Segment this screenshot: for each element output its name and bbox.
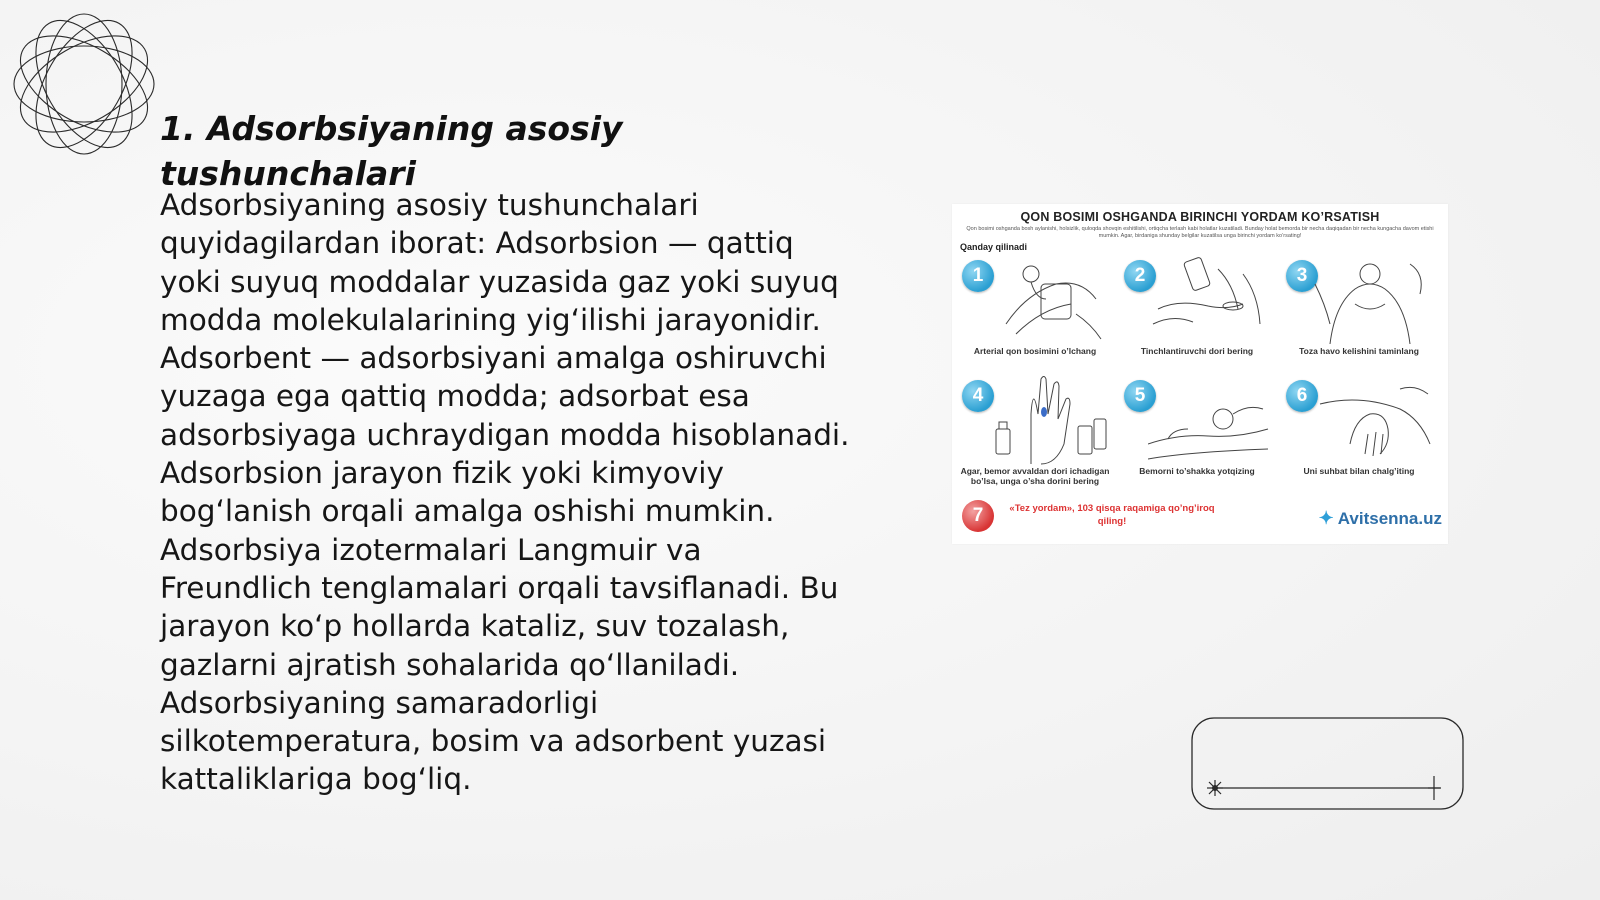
first-aid-infographic [952, 204, 1448, 544]
infographic-how-label: Qanday qilinadi [960, 242, 1028, 252]
medicine-spoon-icon [1148, 254, 1272, 346]
step-caption: Agar, bemor avvaldan dori ichadigan bo’lsa, unga o’sha dorini bering [960, 466, 1110, 486]
slide-title: 1. Adsorbsiyaning asosiy tushunchalari [160, 109, 623, 193]
infographic-step-5 [1118, 374, 1276, 492]
slide-body-text: Adsorbsiyaning asosiy tushunchalari quyidagilardan iborat: Adsorbsion — qattiq yoki suyuq moddalar yuzasida gaz yoki suyuq modda molekulalarining yig‘ilishi jarayonidir. Adsorbent — adsorbsiyani amalga oshiruvchi yuzaga ega qattiq modda; adsorbat esa adsorbsiyaga uchraydigan modda hisoblanadi. Adsorbsion jarayon fizik yoki kimyoviy bog‘lanish orqali amalga oshishi mumkin. Adsorbsiya izotermalari Langmuir va Freundlich tenglamalari orqali tavsiflanadi. Bu jarayon ko‘p hollarda kataliz, suv tozalash, gazlarni ajratish sohalarida qo‘llaniladi. Adsorbsiyaning samaradorligi silkotemperatura, bosim va adsorbent yuzasi kattaliklariga bog‘liq. [160, 188, 850, 797]
step-number: 3 [1286, 260, 1318, 292]
blood-pressure-cuff-icon [986, 254, 1110, 346]
emergency-step-number: 7 [962, 500, 994, 532]
step-caption: Toza havo kelishini taminlang [1299, 346, 1419, 356]
infographic-step-2 [1118, 254, 1276, 372]
lying-patient-icon [1148, 374, 1272, 466]
step-number: 2 [1124, 260, 1156, 292]
infographic-subheading: Qon bosimi oshganda bosh aylanishi, holsizlik, quloqda shovqin eshitilishi, ortiqcha terlash kabi holatlar kuzatiladi. Bunday holat bemorda bir necha daqiqadan bir necha kungacha davom etishi mumkin. Agar, birdaniga shunday belgilar kuzatilsa unga birinchi yordam ko’rsating! [966, 226, 1434, 239]
emergency-call-text: «Tez yordam», 103 qisqa raqamiga qo’ng’iroq qiling! [1009, 503, 1215, 527]
step-caption: Uni suhbat bilan chalg’iting [1303, 466, 1415, 476]
fresh-air-icon [1310, 254, 1434, 346]
step-caption: Bemorni to’shakka yotqizing [1139, 466, 1255, 476]
step-caption: Arterial qon bosimini o’lchang [973, 346, 1097, 356]
step-number: 4 [962, 380, 994, 412]
wireframe-sphere-icon [8, 8, 160, 160]
infographic-step-3 [1280, 254, 1438, 372]
step-number: 6 [1286, 380, 1318, 412]
rounded-slider-frame-icon [1191, 717, 1464, 810]
infographic-step-4 [956, 374, 1114, 492]
infographic-step-6 [1280, 374, 1438, 492]
infographic-heading: QON BOSIMI OSHGANDA BIRINCHI YORDAM KO’RSATISH [1020, 210, 1380, 224]
brand-logo [1319, 508, 1442, 529]
brand-star-icon: ✦ [1318, 508, 1334, 528]
conversation-hands-icon [1310, 374, 1434, 466]
brand-name: Avitsenna.uz [1337, 509, 1442, 528]
infographic-step-1 [956, 254, 1114, 372]
step-number: 1 [962, 260, 994, 292]
step-number: 5 [1124, 380, 1156, 412]
step-caption: Tinchlantiruvchi dori bering [1140, 346, 1254, 356]
hand-pill-icon [986, 374, 1110, 466]
